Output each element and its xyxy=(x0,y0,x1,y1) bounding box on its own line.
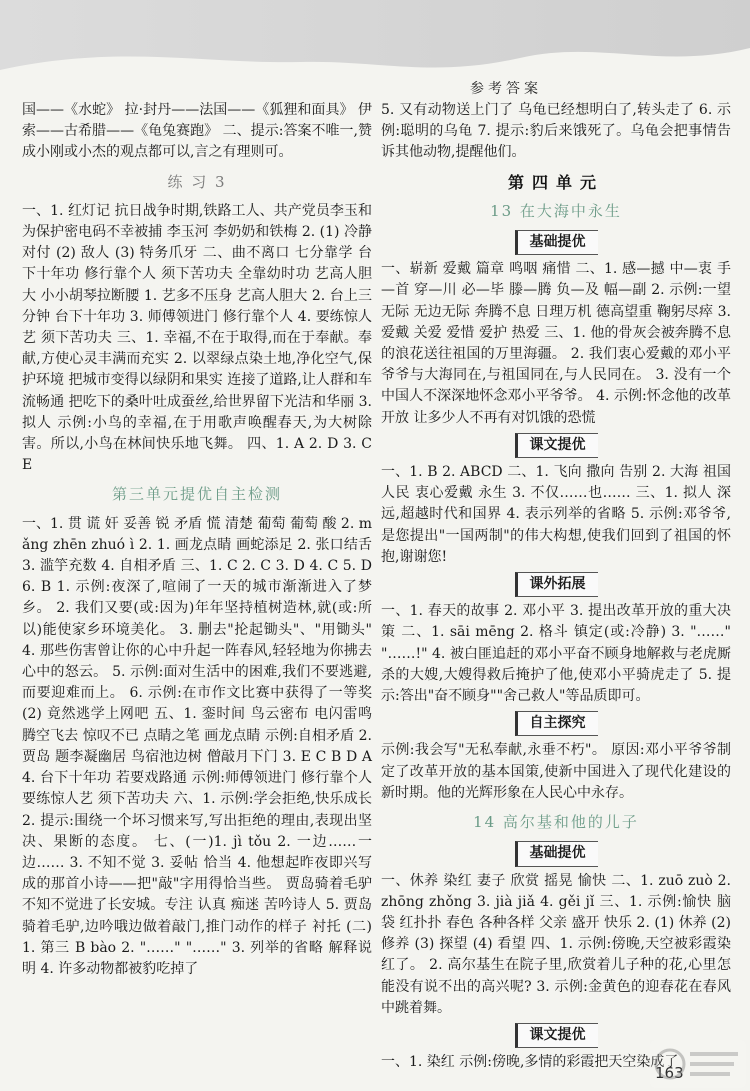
lesson-title: 14 高尔基和他的儿子 xyxy=(473,813,639,832)
unit-test-title: 第三单元提优自主检测 xyxy=(111,485,282,504)
answer-block: 一、1. 红灯记 抗日战争时期,铁路工人、共产党员李玉和为保护密电码不幸被捕 李玉河 李奶奶和铁梅 2. (1) 冷静对付 (2) 敌人 (3) 特务爪牙 二、曲不离口 七分靠学 台下十年功 修行靠个人 须下苦功夫 全靠幼时功 艺高人胆大 小小胡琴拉断腰 1. 艺多不压身 艺高人胆大 2. 台上三分钟 台下十年功 3. 师傅领进门 修行靠个人 4. 要练惊人艺 须下苦功夫 三、1. 幸福,不在于取得,而在于奉献。奉献,方使心灵丰满而充实 2. 以翠绿点染土地,净化空气,保护环境 把城市变得以绿阴和果实 连接了道路,让人群和车流畅通 把吃下的桑叶吐成蚕丝,给世界留下光洁和华丽 3. 拟人 示例:小鸟的幸福,在于用歌声唤醒春天,为大树除害。所以,小鸟在林间快乐地飞舞。 四、1. A 2. D 3. CE xyxy=(22,202,372,474)
section-label: 课外拓展 xyxy=(515,572,598,597)
answer-block: 一、1. 贯 谎 奸 妥善 锐 矛盾 慌 清楚 葡萄 葡萄 酸 2. mǎng zhēn zhuó ì 2. 1. 画龙点睛 画蛇添足 2. 张口结舌 3. 滥竽充数 4. 自相矛盾 三、1. C 2. C 3. D 4. C 5. D 6. B 1. 示例:夜深了,喧闹了一天的城市渐渐进入了梦乡。 2. 我们又要(或:因为)年年坚持植树造林,就(或:所以)能使家乡环境美化。 3. 删去"抡起锄头"、"用锄头" 4. 那些伤害曾让你的心中升起一阵春风,轻轻地为你拂去心中的怒云。 5. 示例:面对生活中的困难,我们不要逃避,而要迎难而上。 6. 示例:在市作文比赛中获得了一等奖 (2) 竟然逃学上网吧 五、1. 銮时间 鸟云密布 电闪雷鸣 腾空飞去 惊叹不已 点睛之笔 画龙点睛 示例:自相矛盾 2. 贾岛 题李凝幽居 鸟宿池边树 僧敲月下门 3. E C B D A 4. 台下十年功 若要戏路通 示例:师傅领进门 修行靠个人 要练惊人艺 须下苦功夫 六、1. 示例:学会拒绝,快乐成长 2. 提示:围绕一个坏习惯来写,写出拒绝的理由,表现出坚决、果断的态度。 七、(一)1. jì tǒu 2. 一边……一边…… 3. 不知不觉 3. 妥帖 恰当 4. 他想起昨夜即兴写成的那首小诗——把"敲"字用得恰当些。 贾岛骑着毛驴不知不觉进了长安城。专注 认真 痴迷 苦吟诗人 5. 贾岛骑着毛驴,边吟哦边做着敲门,推门动作的样子 衬托 (二)1. 第三 B bào 2. "……" "……" 3. 列举的省略 解释说明 4. 许多动物都被豹吃掉了 xyxy=(22,515,372,977)
page-number: 163 xyxy=(655,1064,684,1082)
section-heading xyxy=(381,572,731,597)
page-section-title: 参考答案 xyxy=(470,81,542,97)
answer-block: 一、1. B 2. ABCD 二、1. 飞向 撒向 告别 2. 大海 祖国 人民 衷心爱戴 永生 3. 不仅……也…… 三、1. 拟人 深远,超越时代和国界 4. 表示列举的省略 5. 示例:邓爷爷,是您提出"一国两制"的伟大构想,使我们回到了祖国的怀抱,谢谢您! xyxy=(381,464,731,565)
answer-block: 国——《水蛇》 拉·封丹——法国——《狐狸和面具》 伊索——古希腊——《龟兔赛跑》 二、提示:答案不唯一,赞成小刚或小杰的观点都可以,言之有理则可。 xyxy=(22,102,372,161)
section-label: 课文提优 xyxy=(515,433,598,458)
section-label: 基础提优 xyxy=(515,841,598,866)
lesson-title: 13 在大海中永生 xyxy=(490,201,622,220)
right-column xyxy=(381,100,731,1073)
section-heading xyxy=(381,230,731,255)
answer-block: 一、1. 春天的故事 2. 邓小平 3. 提出改革开放的重大决策 二、1. sāi mēng 2. 格斗 镇定(或:冷静) 3. "……" "……!" 4. 被白匪追赶的邓小平奋不顾身地解救与老虎厮杀的大嫂,大嫂得救后掩护了他,使邓小平骑虎走了 5. 提示:答出"奋不顾身""舍己救人"等品质即可。 xyxy=(381,603,731,705)
answer-block: 示例:我会写"无私奉献,永垂不朽"。 原因:邓小平爷爷制定了改革开放的基本国策,使新中国进入了现代化建设的新时期。他的光辉形象在人民心中永存。 xyxy=(381,742,731,801)
practice-title: 练 习 3 xyxy=(167,172,227,191)
answer-block: 5. 又有动物送上门了 乌龟已经想明白了,转头走了 6. 示例:聪明的乌龟 7. 提示:豹后来饿死了。乌龟会把事情告诉其他动物,提醒他们。 xyxy=(381,102,731,161)
watermark-logo xyxy=(650,1040,746,1088)
section-label: 课文提优 xyxy=(515,1023,598,1048)
section-heading xyxy=(381,841,731,866)
section-heading xyxy=(381,711,731,736)
section-label: 自主探究 xyxy=(515,711,598,736)
answer-block: 一、1. 染红 示例:傍晚,多情的彩霞把天空染成了 xyxy=(381,1054,679,1071)
answer-block: 一、崭新 爱戴 篇章 鸣咽 痛惜 二、1. 感—撼 中—衷 手—首 穿—川 必—毕 滕—腾 负—及 幅—副 2. 示例:一望无际 无边无际 奔腾不息 日理万机 德高望重 鞠躬尽瘁 3. 爱戴 关爱 爱惜 爱护 热爱 三、1. 他的骨灰会被奔腾不息的浪花送往祖国的万里海疆。 2. 我们衷心爱戴的邓小平爷爷与大海同在,与祖国同在,与人民同在。 3. 没有一个中国人不深深地怀念邓小平爷爷。 4. 示例:怀念他的改革开放 让多少人不再有对饥饿的恐慌 xyxy=(381,261,731,426)
section-heading xyxy=(381,433,731,458)
section-label: 基础提优 xyxy=(515,230,598,255)
unit-title: 第四单元 xyxy=(507,172,604,192)
answer-block: 一、休养 染红 妻子 欣赏 摇晃 愉快 二、1. zuō zuò 2. zhōng zhǒng 3. jià jiǎ 4. gěi jǐ 三、1. 示例:愉快 脑袋 红扑扑 春色 各种各样 父亲 盛开 快乐 2. (1) 休养 (2) 修养 (3) 探望 (4) 看望 四、1. 示例:傍晚,天空被彩霞染红了。 2. 高尔基生在院子里,欣赏着儿子种的花,心里怎能没有说不出的高兴呢? 3. 示例:金黄色的迎春花在春风中跳着舞。 xyxy=(381,872,731,1016)
left-column xyxy=(22,100,372,980)
